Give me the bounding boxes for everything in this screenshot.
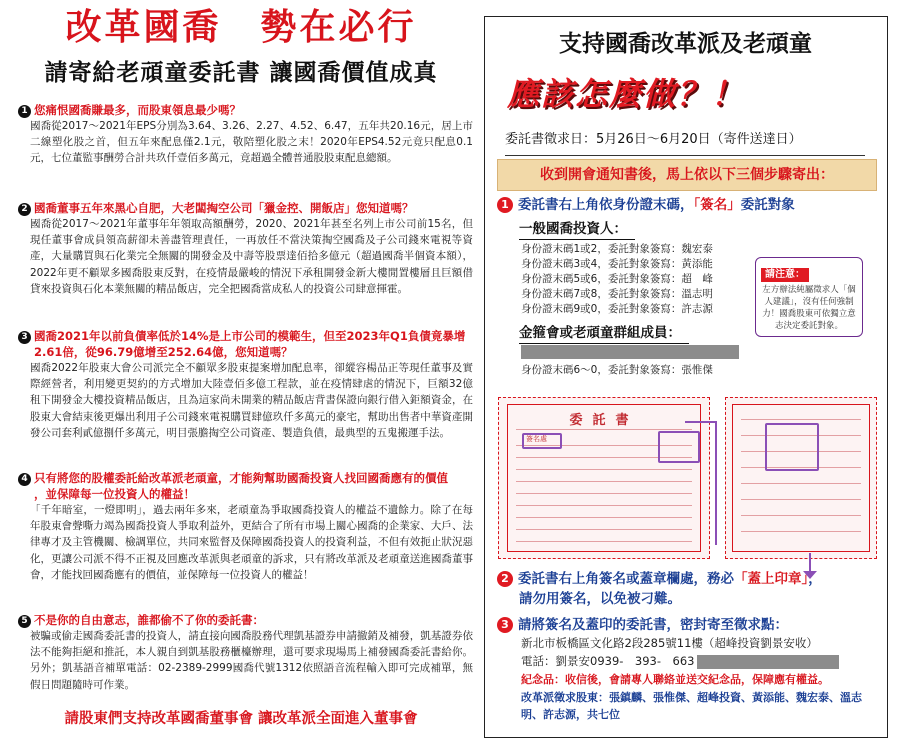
club-members-heading: 金箍會或老頑童群組成員： — [519, 323, 689, 344]
step-2: 2 委託書右上角簽名或蓋章欄處，務必「蓋上印章」， — [497, 569, 822, 589]
section-5 — [18, 612, 473, 693]
general-investors-heading: 一般國喬投資人： — [519, 219, 635, 240]
section-1 — [18, 102, 473, 167]
left-footer: 請股東們支持改革國喬董事會 讓改革派全面進入董事會 — [64, 711, 418, 727]
section-heading-cont: 2.61倍，從96.79億增至252.64億，您知道嗎？ — [34, 345, 293, 359]
mailing-address: 新北市板橋區文化路2段285號11樓（超峰投資劉景安收） — [521, 636, 818, 650]
right-title: 支持國喬改革派及老頑童 — [559, 31, 812, 57]
slogan: 應該怎麼做？！ — [507, 75, 746, 113]
signature-field-label: 簽名處 — [526, 435, 547, 443]
section-number: 2 — [18, 203, 31, 216]
list-item: 身份證末碼5或6，委託對象簽寫：超 峰 — [521, 273, 713, 285]
steps-banner: 收到開會通知書後，馬上依以下三個步驟寄出： — [497, 159, 877, 191]
proxy-form-sample-back — [725, 397, 877, 559]
list-item: 身份證末碼7或8，委託對象簽寫：溫志明 — [521, 288, 713, 300]
club-members-row: 身份證末碼6～0，委託對象簽寫：張惟傑 — [521, 364, 713, 376]
section-heading: 國喬2021年以前負債率低於14%是上市公司的模範生，但至2023年Q1負債竟暴增 — [34, 329, 466, 343]
redacted-block — [697, 655, 839, 669]
section-body: 國喬2022年股東大會公司派完全不顧眾多股東提案增加配息率，卻縱容楊品正等現任董事及實際經營者，利用變更契約的方式增加大陸壹佰多億工程款，並在疫情肆虐的情況下，巨額32億租下開發金大樓投資精品飯店，且為這家尚未開業的精品飯店背書保證向銀行借入鉅額資金，在股東大會結束後更爆出利用子公司錢來電視購買肆億玖仟多萬元的豪宅，幫助出售者中華資產開發公司套利貳億捌仟多萬元，明目張膽掏空公司資產、製造負債，最典型的五鬼搬運手法。 — [30, 362, 473, 439]
list-item: 身份證末碼1或2，委託對象簽寫：魏宏泰 — [521, 243, 713, 255]
step-number: 2 — [497, 571, 513, 587]
section-heading: 國喬董事五年來黑心自肥，大老闆掏空公司「獵金控、開飯店」您知道嗎？ — [34, 201, 414, 215]
seal-highlight — [658, 431, 700, 463]
note-text: 左方辦法純屬徵求人「個人建議」，沒有任何強制力！國喬股東可依獨立意志決定委託對象。 — [762, 285, 856, 331]
contact-phone: 電話：劉景安0939- 393- 663 — [521, 654, 695, 668]
form-title: 委託書 — [569, 413, 639, 428]
main-title: 改革國喬 勢在必行 — [65, 7, 417, 48]
section-heading-cont: ，並保障每一位投資人的權益！ — [34, 487, 195, 501]
section-body: 國喬從2017～2021年董事年年領取高額酬勞，2020、2021年甚至名列上市公司前15名，但現任董事會成員領高薪卻未善盡管理責任，一再放任不當決策掏空國喬及子公司錢來電視等資產，大量購買與石化業完全無關的開發金及中壽等股票達佰拾多億元（超過國喬半個資本額），2022年更不顧眾多國喬股東反對，在疫情最嚴峻的情況下承租開發金新大樓閒置樓層且巨額借貸來投資與石化本業無關的精品飯店，完全把國喬當成私人的投資公司肆意揮霍。 — [30, 218, 473, 295]
section-number: 1 — [18, 105, 31, 118]
section-4 — [18, 470, 473, 583]
step-3: 3 請將簽名及蓋印的委託書，密封寄至徵求點： — [497, 615, 788, 635]
note-box — [755, 257, 863, 337]
section-number: 4 — [18, 473, 31, 486]
gift-notice: 紀念品：收信後，會請專人聯絡並送交紀念品，保障應有權益。 — [521, 673, 829, 686]
section-heading: 只有將您的股權委託給改革派老頑童，才能夠幫助國喬投資人找回國喬應有的價值 — [34, 471, 448, 485]
list-item: 身份證末碼3或4，委託對象簽寫：黃添能 — [521, 258, 713, 270]
seal-highlight — [765, 423, 819, 471]
solicitation-period: 委託書徵求日：5月26日～6月20日（寄件送達日） — [505, 129, 865, 156]
signature-highlight — [522, 433, 562, 449]
solicitors-list: 改革派徵求股東：張鎮麟、張惟傑、超峰投資、黃添能、魏宏泰、溫志明、許志源，共七位 — [521, 691, 862, 721]
section-heading: 您痛恨國喬賺最多，而股東領息最少嗎？ — [34, 103, 241, 117]
section-heading: 不是你的自由意志，誰都偷不了你的委託書： — [34, 613, 264, 627]
section-body: 被騙或偷走國喬委託書的投資人，請直接向國喬股務代理凱基證券申請撤銷及補發，凱基證券依法不能夠拒絕和推託，本人親自到凱基股務櫃檯辦理，還可要求現場馬上補發國喬委託書給你。另外；凱基語音補單電話：02-2389-2999國喬代號1312依照語音流程輸入即可完成補單，無假日問題隨時可作業。 — [30, 630, 473, 691]
step-number: 3 — [497, 617, 513, 633]
general-investors-list — [521, 242, 713, 317]
step-number: 1 — [497, 197, 513, 213]
redacted-block — [521, 345, 739, 359]
arrow-connector — [715, 421, 717, 545]
section-2 — [18, 200, 473, 297]
step-1: 1 委託書右上角依身份證末碼，「簽名」委託對象 — [497, 195, 795, 215]
sub-title: 請寄給老頑童委託書 讓國喬價值成真 — [44, 60, 438, 86]
list-item: 身份證末碼9或0，委託對象簽寫：許志源 — [521, 303, 713, 315]
section-body: 「千年暗室，一燈即明」，過去兩年多來，老頑童為爭取國喬投資人的權益不遺餘力。除了在每年股東會聲嘶力竭為國喬投資人爭取利益外，更結合了所有市場上關心國喬的企業家、大戶、法律專才及主管機關、檢調單位，共同來監督及保障國喬投資人的投資利益，不但有效扼止狀況惡化，更讓公司派不得不正視及回應改革派與老頑童的訴求，只有將改革派及老頑童送進國喬董事會，才能找回國喬應有的價值，並保障每一位投資人的權益！ — [30, 504, 473, 581]
section-number: 5 — [18, 615, 31, 628]
section-3 — [18, 328, 473, 441]
note-title: 請注意： — [761, 268, 809, 282]
section-body: 國喬從2017～2021年EPS分別為3.64、3.26、2.27、4.52、6.47，五年共20.16元，居上市二線塑化股之首，但五年來配息僅2.1元，敬陪塑化股之末！2020年EPS4.52元竟只配息0.1元，七位董監事酬勞合計共玖仟壹佰多萬元，竟超過全體普通股股東配息總額。 — [30, 120, 473, 165]
right-panel — [484, 16, 888, 738]
section-number: 3 — [18, 331, 31, 344]
step-2-line2: 請勿用簽名，以免被刁難。 — [519, 591, 681, 607]
proxy-form-sample-front — [498, 397, 710, 559]
